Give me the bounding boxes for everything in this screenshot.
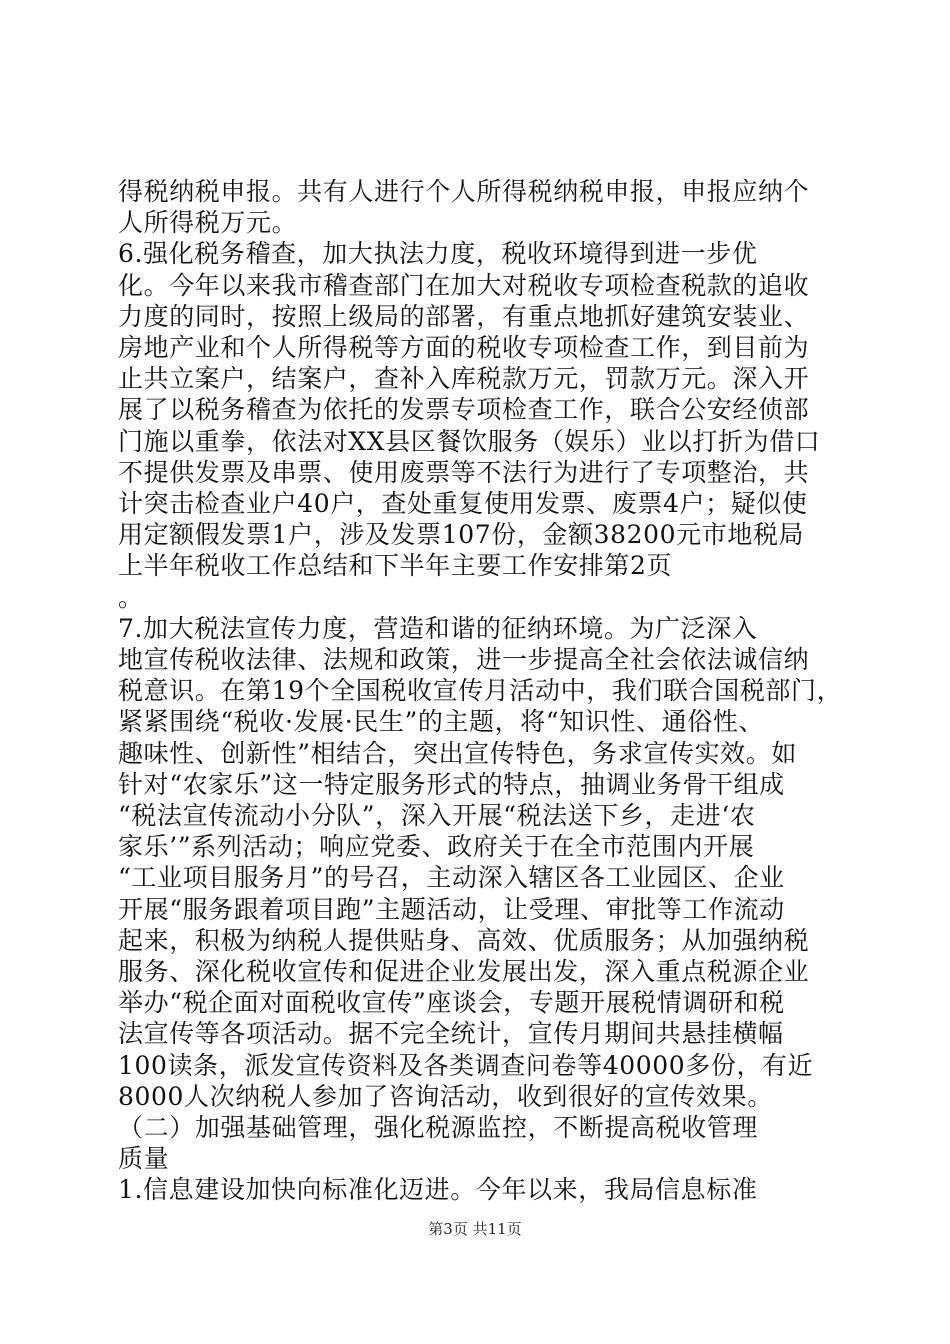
text-line: 上半年税收工作总结和下半年主要工作安排第2页 [118, 551, 673, 580]
text-line: 计突击检查业户40户，查处重复使用发票、废票4户；疑似使 [118, 489, 808, 518]
text-line: （二）加强基础管理，强化税源监控，不断提高税收管理 [118, 1113, 759, 1142]
text-line: 100读条，派发宣传资料及各类调查问卷等40000多份，有近 [118, 1051, 814, 1080]
text-line: 止共立案户，结案户，查补入库税款万元，罚款万元。深入开 [118, 364, 810, 393]
text-line: 房地产业和个人所得税等方面的税收专项检查工作，到目前为 [118, 333, 810, 362]
text-line: 针对“农家乐”这一特定服务形式的特点，抽调业务骨干组成 [118, 770, 785, 799]
text-line: 展了以税务稽查为依托的发票专项检查工作，联合公安经侦部 [118, 395, 810, 424]
text-line: 得税纳税申报。共有人进行个人所得税纳税申报，申报应纳个 [118, 177, 810, 206]
text-line: 家乐’”系列活动；响应党委、政府关于在全市范围内开展 [118, 832, 755, 861]
text-line: 地宣传税收法律、法规和政策，进一步提高全社会依法诚信纳 [118, 645, 810, 674]
text-line: 开展“服务跟着项目跑”主题活动，让受理、审批等工作流动 [118, 895, 785, 924]
text-line: 不提供发票及串票、使用废票等不法行为进行了专项整治，共 [118, 458, 810, 487]
text-line: 紧紧围绕“税收·发展·民生”的主题，将“知识性、通俗性、 [118, 707, 765, 736]
text-line: 法宣传等各项活动。据不完全统计，宣传月期间共悬挂横幅 [118, 1019, 784, 1048]
text-line: 用定额假发票1户，涉及发票107份，金额38200元市地税局 [118, 520, 805, 549]
text-line: 门施以重拳，依法对XX县区餐饮服务（娱乐）业以打折为借口 [118, 427, 821, 456]
text-line: “税法宣传流动小分队”，深入开展“税法送下乡，走进‘农 [118, 801, 756, 830]
text-line: 8000人次纳税人参加了咨询活动，收到很好的宣传效果。 [118, 1082, 773, 1111]
text-line: “工业项目服务月”的号召，主动深入辖区各工业园区、企业 [118, 863, 785, 892]
text-line: 化。今年以来我市稽查部门在加大对税收专项检查税款的追收 [118, 271, 810, 300]
text-line: 举办“税企面对面税收宣传”座谈会，专题开展税情调研和税 [118, 988, 785, 1017]
text-line: 服务、深化税收宣传和促进企业发展出发，深入重点税源企业 [118, 957, 810, 986]
text-line: 趣味性、创新性”相结合，突出宣传特色，务求宣传实效。如 [118, 739, 797, 768]
text-line: 起来，积极为纳税人提供贴身、高效、优质服务；从加强纳税 [118, 926, 810, 955]
page-footer: 第3页 共11页 [428, 1220, 522, 1238]
text-line: 力度的同时，按照上级局的部署，有重点地抓好建筑安装业、 [118, 302, 810, 331]
text-line: 人所得税万元。 [118, 208, 298, 237]
text-line: 6.强化税务稽查，加大执法力度，税收环境得到进一步优 [118, 239, 758, 268]
text-line: 税意识。在第19个全国税收宣传月活动中，我们联合国税部门， [118, 676, 843, 705]
text-line: 质量 [118, 1144, 170, 1173]
text-line: 1.信息建设加快向标准化迈进。今年以来，我局信息标准 [118, 1175, 758, 1204]
text-line: 7.加大税法宣传力度，营造和谐的征纳环境。为广泛深入 [118, 614, 758, 643]
text-line: 。 [118, 583, 144, 612]
